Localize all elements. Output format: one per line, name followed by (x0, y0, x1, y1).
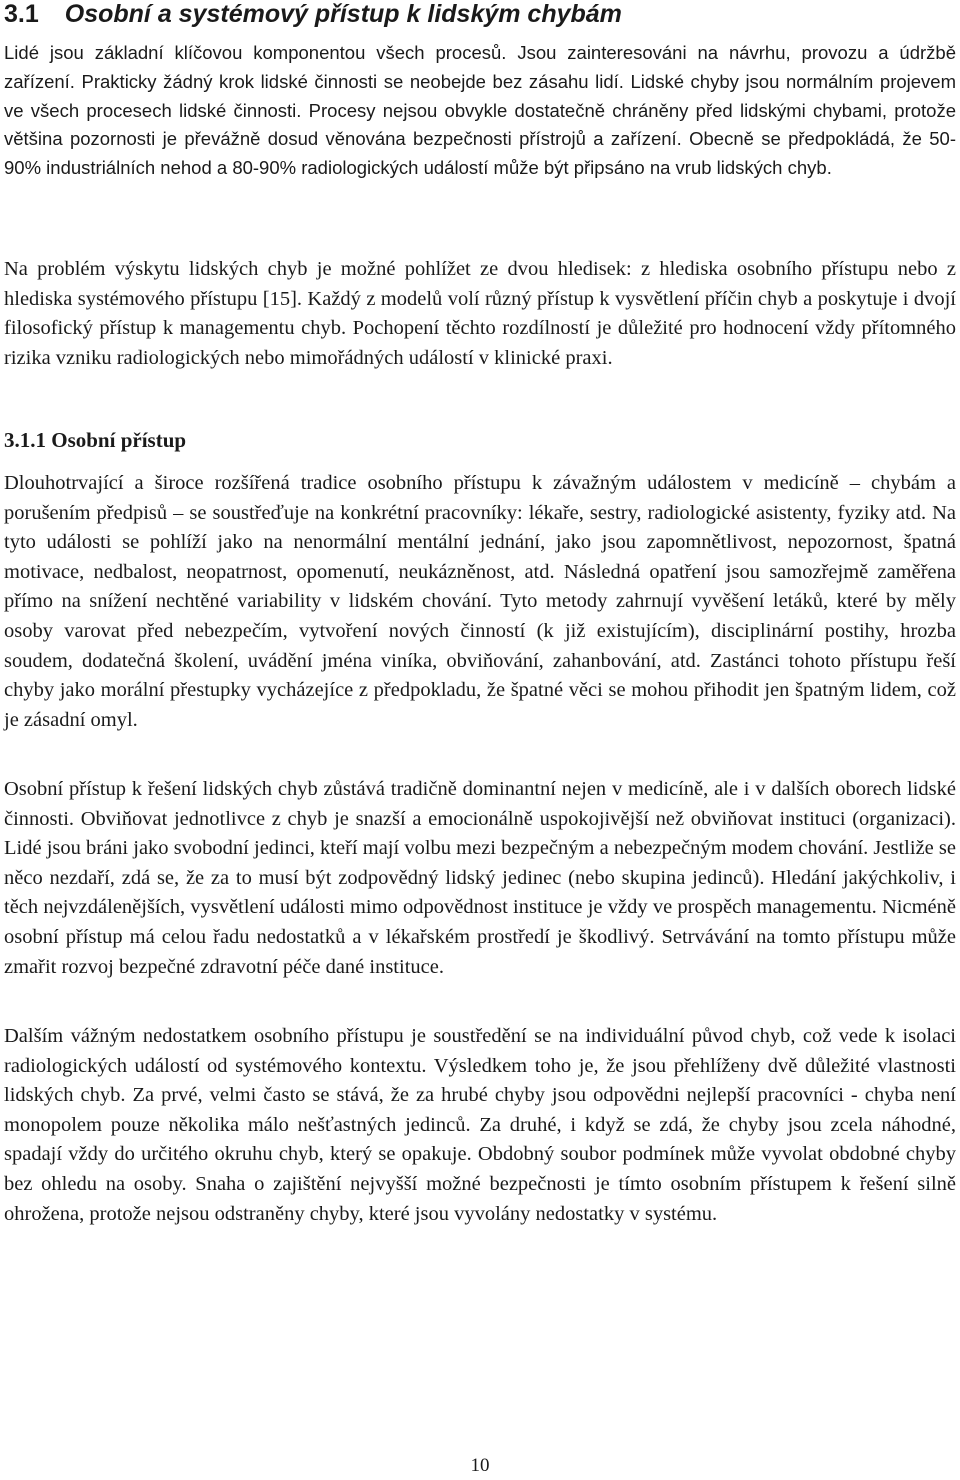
section-number: 3.1 (4, 0, 39, 28)
page-number: 10 (470, 1455, 490, 1476)
paragraph-personal-tradition: Dlouhotrvající a široce rozšířená tradice osobního přístupu k závažným událostem v medicíně – chybám a porušením předpisů – se soustřeďuje na konkrétní pracovníky: lékaře, sestry, radiologické asistenty, fyziky atd. Na tyto události se pohlíží jako na nenormální mentální jednání, jako jsou zapomnětlivost, nepozornost, špatná motivace, nedbalost, neopatrnost, opomenutí, neukázněnost, atd. Následná opatření jsou samozřejmě zaměřena přímo na snížení nechtěné variability v lidském chování. Tyto metody zahrnují vyvěšení letáků, které by měly osoby varovat před nebezpečím, vytvoření nových činností (k již existujícím), disciplinární postihy, hrozba soudem, dodatečná školení, uvádění jména viníka, obviňování, zahanbování, atd. Zastánci tohoto přístupu řeší chyby jako morální přestupky vycházejíce z předpokladu, že špatné věci se mohou přihodit jen špatným lidem, což je zásadní omyl. (4, 472, 956, 731)
section-heading (4, 0, 622, 28)
subsection-heading: 3.1.1 Osobní přístup (4, 428, 187, 452)
paragraph-personal-dominance: Osobní přístup k řešení lidských chyb zůstává tradičně dominantní nejen v medicíně, ale i v dalších oborech lidské činnosti. Obviňovat jednotlivce z chyb je snazší a emocionálně uspokojivější než obviňovat instituci (organizaci). Lidé jsou bráni jako svobodní jedinci, kteří mají volbu mezi bezpečným a nebezpečným modem chování. Jestliže se něco nezdaří, zdá se, že za to musí být zodpovědný lidský jedinec (nebo skupina jedinců). Hledání jakýchkoliv, i těch nejvzdálenějších, vysvětlení události mimo odpovědnost instituce je vždy ve prospěch managementu. Nicméně osobní přístup má celou řadu nedostatků a v lékařském prostředí je škodlivý. Setrvávání na tomto přístupu může zmařit rozvoj bezpečné zdravotní péče dané instituce. (4, 778, 956, 978)
paragraph-personal-shortcomings: Dalším vážným nedostatkem osobního přístupu je soustředění se na individuální původ chyb, což vede k isolaci radiologických událostí od systémového kontextu. Výsledkem toho je, že jsou přehlíženy dvě důležité vlastnosti lidských chyb. Za prvé, velmi často se stává, že za hrubé chyby jsou odpovědni nejlepší pracovníci - chyba není monopolem pouze několika málo nešťastných jedinců. Za druhé, i když se zdá, že chyby jsou zcela náhodné, spadají vždy do určitého okruhu chyb, který se opakuje. Obdobný soubor podmínek může vyvolat obdobné chyby bez ohledu na osoby. Snaha o zajištění nejvyšší možné bezpečnosti je tímto osobním přístupem k řešení silně ohrožena, protože nejsou odstraněny chyby, které jsou vyvolány nedostatky v systému. (4, 1025, 956, 1225)
paragraph-intro: Lidé jsou základní klíčovou komponentou všech procesů. Jsou zainteresováni na návrhu, provozu a údržbě zařízení. Prakticky žádný krok lidské činnosti se neobejde bez zásahu lidí. Lidské chyby jsou normálním projevem ve všech procesech lidské činnosti. Procesy nejsou obvykle dostatečně chráněny před lidskými chybami, protože většina pozornosti je převážně dosud věnována bezpečnosti přístrojů a zařízení. Obecně se předpokládá, že 50-90% industriálních nehod a 80-90% radiologických událostí může být připsáno na vrub lidských chyb. (4, 42, 956, 179)
paragraph-approaches: Na problém výskytu lidských chyb je možné pohlížet ze dvou hledisek: z hlediska osobního přístupu nebo z hlediska systémového přístupu [15]. Každý z modelů volí různý přístup k vysvětlení příčin chyb a poskytuje i dvojí filosofický přístup k managementu chyb. Pochopení těchto rozdílností je důležité pro hodnocení vždy přítomného rizika vzniku radiologických nebo mimořádných událostí v klinické praxi. (4, 258, 956, 369)
section-title: Osobní a systémový přístup k lidským chybám (64, 0, 622, 28)
